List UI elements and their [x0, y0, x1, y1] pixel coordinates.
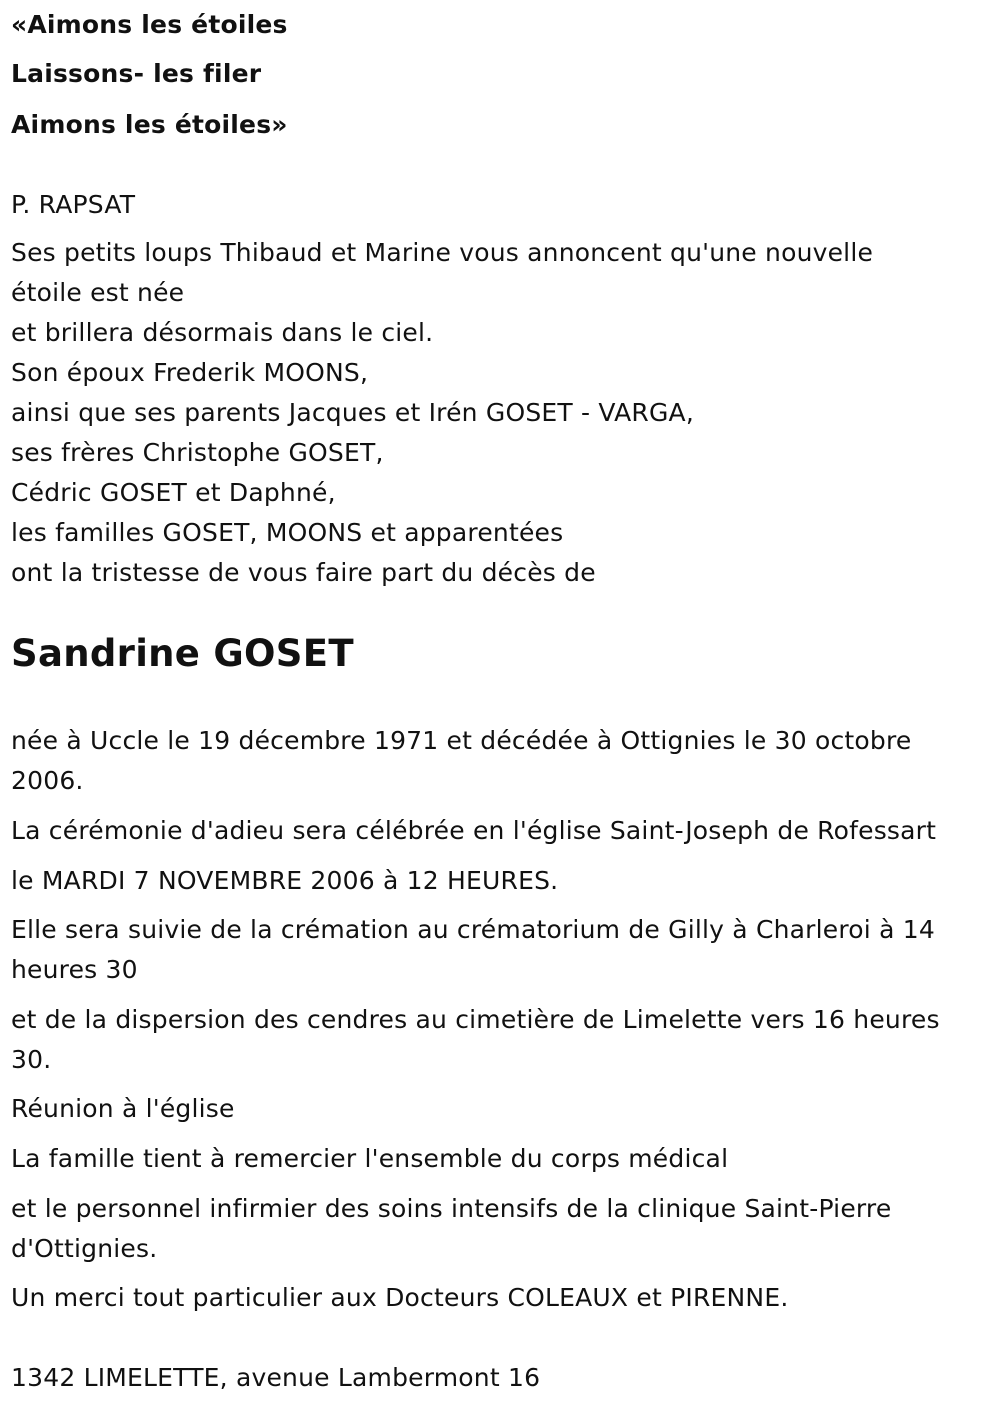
- announcement-line-2: étoile est née: [11, 278, 185, 307]
- meeting-line: Réunion à l'église: [11, 1094, 235, 1123]
- cremation-line-2: heures 30: [11, 955, 138, 984]
- thanks-line-3: d'Ottignies.: [11, 1234, 158, 1263]
- announcement-line-4: Son époux Frederik MOONS,: [11, 358, 369, 387]
- announcement-line-5: ainsi que ses parents Jacques et Irén GOSET - VARGA,: [11, 398, 694, 427]
- address-line: 1342 LIMELETTE, avenue Lambermont 16: [11, 1363, 541, 1392]
- dispersion-line-1: et de la dispersion des cendres au cimetière de Limelette vers 16 heures: [11, 1005, 940, 1034]
- thanks-line-1: La famille tient à remercier l'ensemble du corps médical: [11, 1144, 729, 1173]
- thanks-line-2: et le personnel infirmier des soins intensifs de la clinique Saint-Pierre: [11, 1194, 892, 1223]
- cremation-line-1: Elle sera suivie de la crémation au crématorium de Gilly à Charleroi à 14: [11, 915, 935, 944]
- announcement-line-1: Ses petits loups Thibaud et Marine vous annoncent qu'une nouvelle: [11, 238, 874, 267]
- ceremony-date-line: le MARDI 7 NOVEMBRE 2006 à 12 HEURES.: [11, 866, 559, 895]
- birth-death-line-1: née à Uccle le 19 décembre 1971 et décédée à Ottignies le 30 octobre: [11, 726, 912, 755]
- poem-line-3: Aimons les étoiles»: [11, 110, 288, 139]
- announcement-line-7: Cédric GOSET et Daphné,: [11, 478, 336, 507]
- poem-line-2: Laissons- les filer: [11, 59, 262, 88]
- announcement-line-3: et brillera désormais dans le ciel.: [11, 318, 434, 347]
- announcement-line-9: ont la tristesse de vous faire part du décès de: [11, 558, 596, 587]
- dispersion-line-2: 30.: [11, 1045, 52, 1074]
- birth-death-line-2: 2006.: [11, 766, 84, 795]
- poem-line-1: «Aimons les étoiles: [11, 10, 288, 39]
- thanks-line-4: Un merci tout particulier aux Docteurs COLEAUX et PIRENNE.: [11, 1283, 789, 1312]
- announcement-line-8: les familles GOSET, MOONS et apparentées: [11, 518, 564, 547]
- deceased-name: Sandrine GOSET: [11, 632, 354, 675]
- announcement-line-6: ses frères Christophe GOSET,: [11, 438, 384, 467]
- ceremony-line: La cérémonie d'adieu sera célébrée en l'église Saint-Joseph de Rofessart: [11, 816, 937, 845]
- poem-author: P. RAPSAT: [11, 190, 136, 219]
